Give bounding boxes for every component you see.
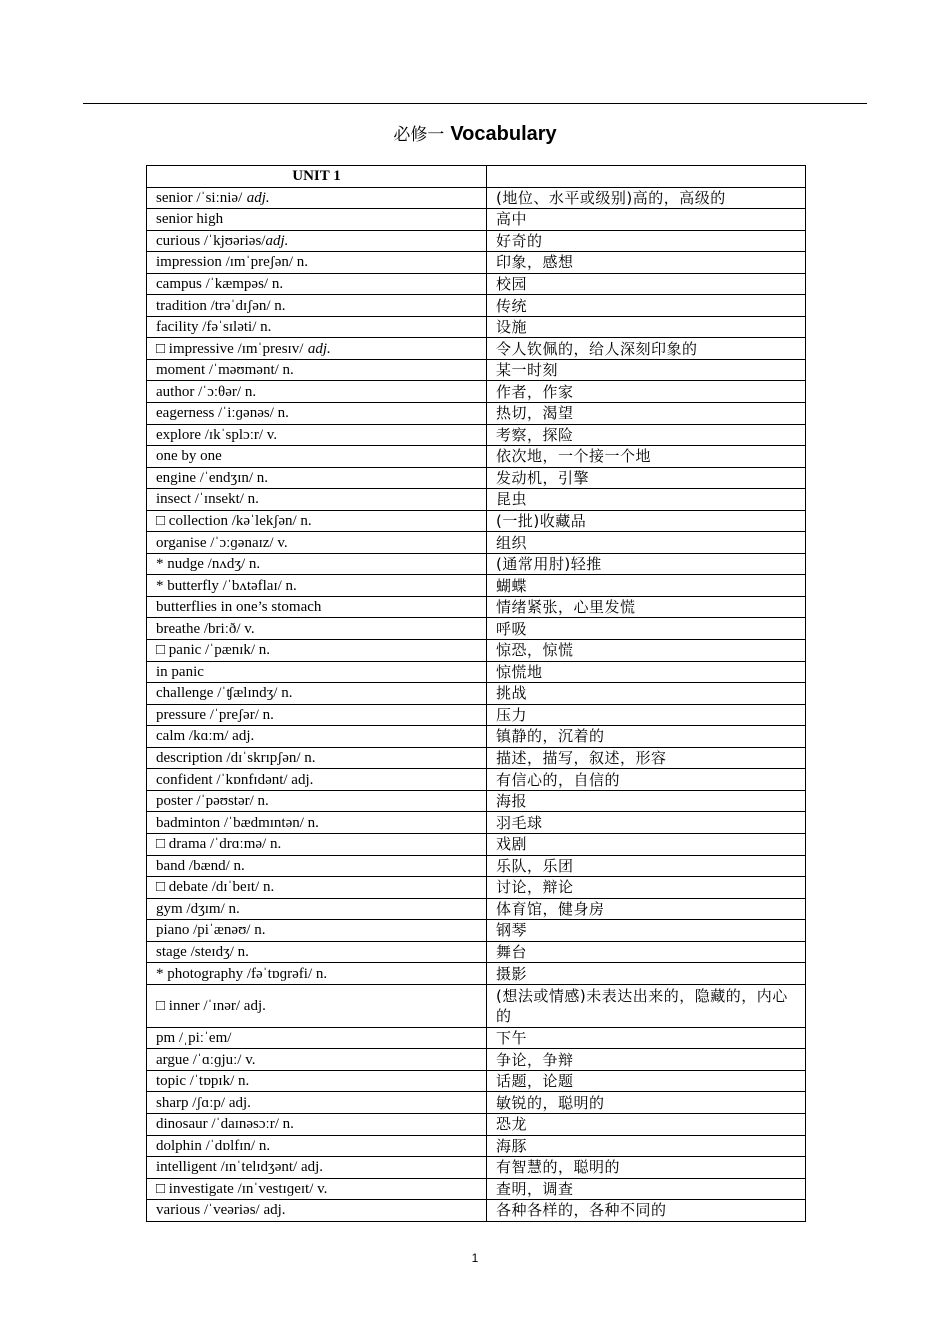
word-term: various /ˈveəriəs/ adj. xyxy=(156,1202,286,1219)
word-cell xyxy=(147,273,487,295)
table-row xyxy=(147,273,806,295)
meaning-cell: 高中 xyxy=(487,209,806,231)
word-part-of-speech: adj. xyxy=(265,232,289,249)
vocabulary-table-body xyxy=(147,166,806,1222)
word-term: explore /ɪkˈsplɔːr/ v. xyxy=(156,426,278,443)
word-cell xyxy=(147,1178,487,1200)
meaning-cell: 镇静的，沉着的 xyxy=(487,726,806,748)
meaning-cell: 惊恐，惊慌 xyxy=(487,640,806,662)
word-cell xyxy=(147,726,487,748)
vocabulary-table xyxy=(146,165,806,1222)
word-term: dolphin /ˈdɒlfɪn/ n. xyxy=(156,1137,271,1154)
word-term: □ inner /ˈɪnər/ adj. xyxy=(156,997,266,1014)
meaning-cell: 蝴蝶 xyxy=(487,575,806,597)
table-row xyxy=(147,316,806,338)
word-cell xyxy=(147,920,487,942)
word-cell xyxy=(147,963,487,985)
word-term: campus /ˈkæmpəs/ n. xyxy=(156,276,284,292)
word-cell xyxy=(147,661,487,683)
word-cell xyxy=(147,833,487,855)
word-cell xyxy=(147,403,487,425)
table-row xyxy=(147,1027,806,1049)
meaning-cell: 依次地，一个接一个地 xyxy=(487,446,806,468)
word-term: author /ˈɔːθər/ n. xyxy=(156,383,257,400)
table-row xyxy=(147,187,806,209)
table-row xyxy=(147,1113,806,1135)
word-term: □ investigate /ɪnˈvestɪɡeɪt/ v. xyxy=(156,1180,328,1197)
word-part-of-speech: adj. xyxy=(246,189,270,206)
word-cell xyxy=(147,683,487,705)
word-cell xyxy=(147,1135,487,1157)
word-cell xyxy=(147,316,487,338)
meaning-cell: 有信心的，自信的 xyxy=(487,769,806,791)
word-term: senior high xyxy=(156,211,224,228)
meaning-cell: 查明，调查 xyxy=(487,1178,806,1200)
table-row xyxy=(147,941,806,963)
page-number: 1 xyxy=(471,1251,479,1265)
word-term: engine /ˈendʒɪn/ n. xyxy=(156,469,269,486)
meaning-cell: 海豚 xyxy=(487,1135,806,1157)
table-row xyxy=(147,898,806,920)
table-row xyxy=(147,704,806,726)
word-cell xyxy=(147,467,487,489)
word-cell xyxy=(147,338,487,360)
word-term: calm /kɑːm/ adj. xyxy=(156,728,255,745)
word-term: one by one xyxy=(156,448,222,465)
word-term: senior /ˈsiːniə/ xyxy=(156,189,243,206)
table-row xyxy=(147,575,806,597)
word-cell xyxy=(147,575,487,597)
meaning-cell: 敏锐的，聪明的 xyxy=(487,1092,806,1114)
table-row xyxy=(147,618,806,640)
meaning-cell: (地位、水平或级别)高的，高级的 xyxy=(487,187,806,209)
meaning-cell: 钢琴 xyxy=(487,920,806,942)
word-cell xyxy=(147,1157,487,1179)
meaning-cell: 讨论，辩论 xyxy=(487,877,806,899)
meaning-cell: (一批)收藏品 xyxy=(487,510,806,532)
word-cell xyxy=(147,941,487,963)
word-cell xyxy=(147,1070,487,1092)
word-term: in panic xyxy=(156,663,204,680)
word-cell xyxy=(147,747,487,769)
word-cell xyxy=(147,812,487,834)
meaning-cell: 体育馆，健身房 xyxy=(487,898,806,920)
word-cell xyxy=(147,489,487,511)
word-term: * photography /fəˈtɒɡrəfi/ n. xyxy=(156,965,328,982)
word-cell xyxy=(147,187,487,209)
table-row xyxy=(147,381,806,403)
word-term: * nudge /nʌdʒ/ n. xyxy=(156,556,261,573)
table-row xyxy=(147,1049,806,1071)
table-row xyxy=(147,403,806,425)
word-term: breathe /briːð/ v. xyxy=(156,620,255,637)
word-term: pressure /ˈpreʃər/ n. xyxy=(156,706,274,723)
word-cell xyxy=(147,596,487,618)
word-term: impression /ɪmˈpreʃən/ n. xyxy=(156,254,309,271)
meaning-cell: 描述，描写，叙述，形容 xyxy=(487,747,806,769)
word-cell xyxy=(147,252,487,274)
meaning-cell: (通常用肘)轻推 xyxy=(487,553,806,575)
word-term: intelligent /ɪnˈtelɪdʒənt/ adj. xyxy=(156,1159,324,1176)
meaning-cell: (想法或情感)未表达出来的，隐藏的，内心的 xyxy=(487,984,806,1027)
word-term: □ drama /ˈdrɑːmə/ n. xyxy=(156,836,282,853)
word-term: curious /ˈkjʊəriəs/ xyxy=(156,232,266,249)
table-row xyxy=(147,747,806,769)
table-row xyxy=(147,683,806,705)
meaning-cell: 挑战 xyxy=(487,683,806,705)
word-cell xyxy=(147,1049,487,1071)
word-term: □ collection /kəˈlekʃən/ n. xyxy=(156,513,312,530)
word-term: □ panic /ˈpænɪk/ n. xyxy=(156,642,271,659)
word-cell xyxy=(147,230,487,252)
word-cell xyxy=(147,532,487,554)
table-row xyxy=(147,1070,806,1092)
word-term: topic /ˈtɒpɪk/ n. xyxy=(156,1073,250,1090)
meaning-cell: 争论，争辩 xyxy=(487,1049,806,1071)
meaning-cell: 呼吸 xyxy=(487,618,806,640)
table-row xyxy=(147,295,806,317)
meaning-cell: 好奇的 xyxy=(487,230,806,252)
meaning-cell: 惊慌地 xyxy=(487,661,806,683)
word-term: argue /ˈɑːɡjuː/ v. xyxy=(156,1051,256,1068)
word-cell xyxy=(147,359,487,381)
word-cell xyxy=(147,855,487,877)
word-cell xyxy=(147,381,487,403)
table-row xyxy=(147,532,806,554)
word-term: moment /ˈməʊmənt/ n. xyxy=(156,362,294,379)
word-term: facility /fəˈsɪləti/ n. xyxy=(156,319,272,336)
meaning-cell: 传统 xyxy=(487,295,806,317)
word-term: organise /ˈɔːɡənaɪz/ v. xyxy=(156,534,288,551)
meaning-cell: 压力 xyxy=(487,704,806,726)
table-row xyxy=(147,252,806,274)
meaning-cell: 摄影 xyxy=(487,963,806,985)
meaning-cell: 校园 xyxy=(487,273,806,295)
word-term: dinosaur /ˈdaɪnəsɔːr/ n. xyxy=(156,1116,294,1133)
meaning-cell: 昆虫 xyxy=(487,489,806,511)
meaning-cell: 某一时刻 xyxy=(487,359,806,381)
word-cell xyxy=(147,1092,487,1114)
table-row xyxy=(147,1135,806,1157)
page-title-en: Vocabulary xyxy=(450,123,557,145)
meaning-cell: 发动机，引擎 xyxy=(487,467,806,489)
table-row xyxy=(147,446,806,468)
word-cell xyxy=(147,877,487,899)
word-cell xyxy=(147,898,487,920)
word-term: tradition /trəˈdɪʃən/ n. xyxy=(156,297,286,314)
word-term: description /dɪˈskrɪpʃən/ n. xyxy=(156,750,316,767)
meaning-cell: 乐队，乐团 xyxy=(487,855,806,877)
header-blank-cell xyxy=(487,166,806,188)
word-cell xyxy=(147,790,487,812)
table-row xyxy=(147,1178,806,1200)
meaning-cell: 情绪紧张，心里发慌 xyxy=(487,596,806,618)
table-row xyxy=(147,209,806,231)
page-title-cn: 必修一 xyxy=(393,125,445,145)
word-cell xyxy=(147,295,487,317)
page-title xyxy=(0,120,950,146)
word-cell xyxy=(147,769,487,791)
table-row xyxy=(147,1157,806,1179)
header-rule xyxy=(83,103,867,104)
table-row xyxy=(147,338,806,360)
table-row xyxy=(147,510,806,532)
meaning-cell: 海报 xyxy=(487,790,806,812)
table-row xyxy=(147,489,806,511)
word-term: piano /piˈænəʊ/ n. xyxy=(156,922,266,939)
word-term: challenge /ˈʧælɪndʒ/ n. xyxy=(156,685,293,702)
table-row xyxy=(147,359,806,381)
meaning-cell: 羽毛球 xyxy=(487,812,806,834)
word-term: gym /dʒɪm/ n. xyxy=(156,900,240,917)
word-term: □ debate /dɪˈbeɪt/ n. xyxy=(156,879,275,896)
word-cell xyxy=(147,618,487,640)
meaning-cell: 有智慧的，聪明的 xyxy=(487,1157,806,1179)
meaning-cell: 各种各样的，各种不同的 xyxy=(487,1200,806,1222)
table-row xyxy=(147,1200,806,1222)
word-cell xyxy=(147,424,487,446)
word-cell xyxy=(147,553,487,575)
meaning-cell: 舞台 xyxy=(487,941,806,963)
meaning-cell: 考察，探险 xyxy=(487,424,806,446)
word-term: pm /ˌpiːˈem/ xyxy=(156,1030,232,1047)
word-cell xyxy=(147,209,487,231)
unit-heading: UNIT 1 xyxy=(147,166,487,188)
word-cell xyxy=(147,446,487,468)
word-cell xyxy=(147,1200,487,1222)
meaning-cell: 戏剧 xyxy=(487,833,806,855)
word-term: □ impressive /ɪmˈpresɪv/ xyxy=(156,340,304,357)
table-row xyxy=(147,424,806,446)
word-term: insect /ˈɪnsekt/ n. xyxy=(156,491,259,508)
word-term: stage /steɪdʒ/ n. xyxy=(156,943,249,960)
word-term: butterflies in one’s stomach xyxy=(156,599,322,616)
table-row xyxy=(147,833,806,855)
table-row xyxy=(147,467,806,489)
table-row xyxy=(147,812,806,834)
word-term: poster /ˈpəʊstər/ n. xyxy=(156,793,269,810)
table-row xyxy=(147,230,806,252)
meaning-cell: 热切，渴望 xyxy=(487,403,806,425)
table-row xyxy=(147,553,806,575)
table-row xyxy=(147,596,806,618)
table-row xyxy=(147,726,806,748)
word-term: band /bænd/ n. xyxy=(156,857,245,874)
meaning-cell: 下午 xyxy=(487,1027,806,1049)
table-row xyxy=(147,790,806,812)
meaning-cell: 话题，论题 xyxy=(487,1070,806,1092)
word-part-of-speech: adj. xyxy=(307,340,331,357)
word-cell xyxy=(147,1027,487,1049)
word-term: sharp /ʃɑːp/ adj. xyxy=(156,1094,251,1111)
word-term: badminton /ˈbædmɪntən/ n. xyxy=(156,814,319,831)
word-cell xyxy=(147,704,487,726)
table-row xyxy=(147,855,806,877)
word-term: confident /ˈkɒnfɪdənt/ adj. xyxy=(156,771,314,788)
word-term: * butterfly /ˈbʌtəflaɪ/ n. xyxy=(156,577,297,594)
table-row xyxy=(147,963,806,985)
table-row xyxy=(147,1092,806,1114)
word-cell xyxy=(147,984,487,1027)
table-row xyxy=(147,877,806,899)
word-cell xyxy=(147,640,487,662)
meaning-cell: 设施 xyxy=(487,316,806,338)
table-row xyxy=(147,920,806,942)
table-row xyxy=(147,640,806,662)
word-cell xyxy=(147,1113,487,1135)
word-term: eagerness /ˈiːɡənəs/ n. xyxy=(156,405,289,422)
table-row xyxy=(147,769,806,791)
table-row xyxy=(147,661,806,683)
meaning-cell: 令人钦佩的，给人深刻印象的 xyxy=(487,338,806,360)
meaning-cell: 恐龙 xyxy=(487,1113,806,1135)
word-cell xyxy=(147,510,487,532)
table-header-row xyxy=(147,166,806,188)
meaning-cell: 印象，感想 xyxy=(487,252,806,274)
meaning-cell: 组织 xyxy=(487,532,806,554)
table-row xyxy=(147,984,806,1027)
meaning-cell: 作者，作家 xyxy=(487,381,806,403)
